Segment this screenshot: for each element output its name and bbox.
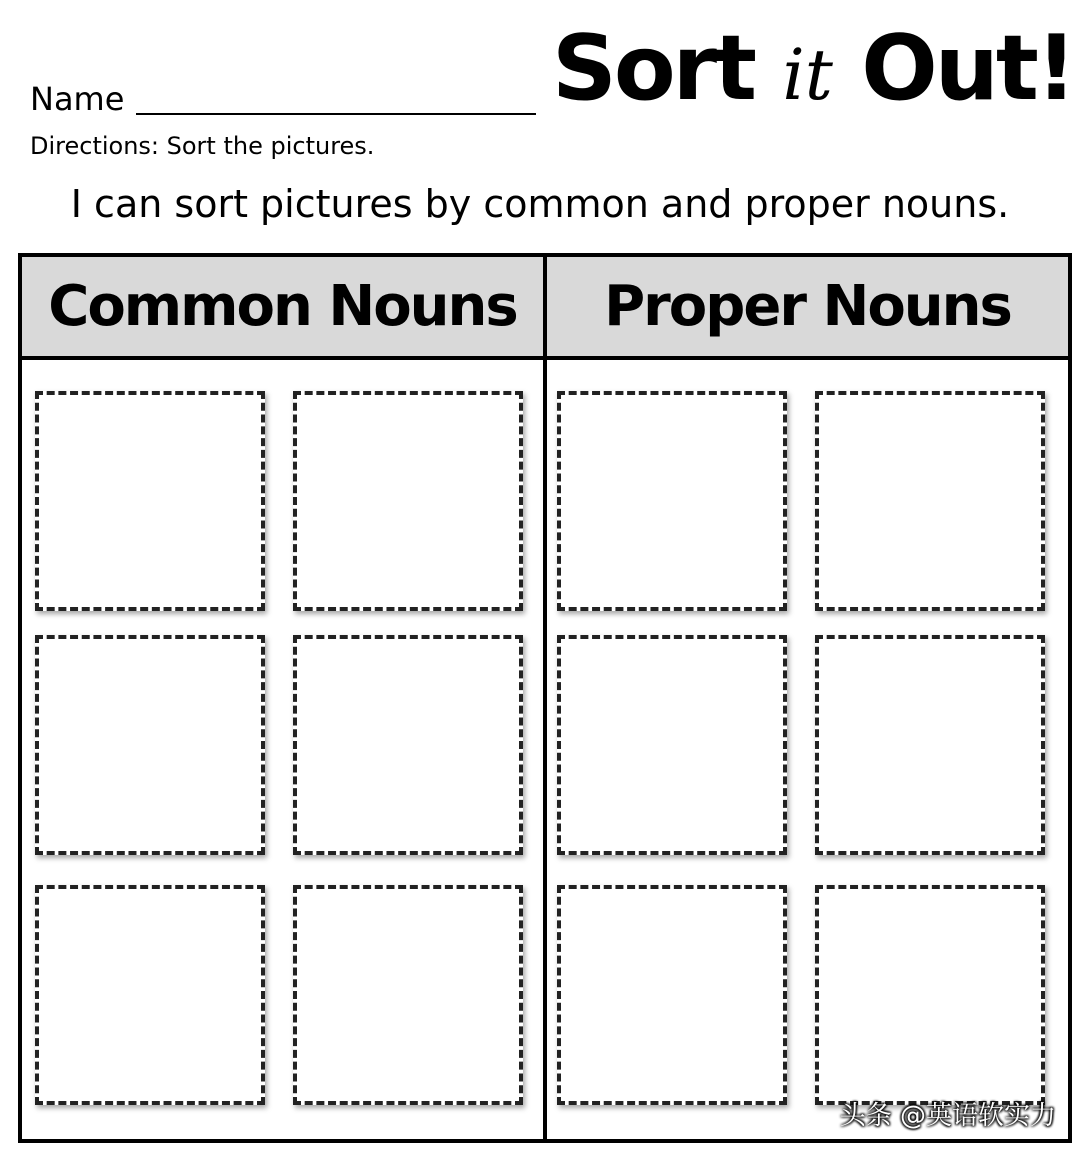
name-line[interactable] (136, 113, 536, 115)
proper-noun-drop-box[interactable] (815, 391, 1045, 611)
title-part-sort: Sort (552, 16, 783, 121)
directions-text: Directions: Sort the pictures. (30, 132, 375, 160)
sorting-table (18, 253, 1072, 1143)
common-noun-drop-box[interactable] (35, 635, 265, 855)
common-noun-drop-box[interactable] (35, 391, 265, 611)
column-divider (543, 257, 547, 1139)
watermark-text: 头条 @英语软实力 (839, 1101, 1056, 1131)
common-nouns-header: Common Nouns (22, 257, 543, 360)
title-part-out: Out! (832, 16, 1074, 121)
objective-statement: I can sort pictures by common and proper nouns. (70, 182, 1010, 226)
proper-noun-drop-box[interactable] (557, 885, 787, 1105)
common-noun-drop-box[interactable] (293, 391, 523, 611)
common-noun-drop-box[interactable] (293, 635, 523, 855)
proper-noun-drop-box[interactable] (815, 885, 1045, 1105)
proper-noun-drop-box[interactable] (815, 635, 1045, 855)
common-noun-drop-box[interactable] (293, 885, 523, 1105)
name-label: Name (30, 80, 125, 118)
proper-noun-drop-box[interactable] (557, 635, 787, 855)
proper-nouns-header: Proper Nouns (547, 257, 1068, 360)
common-noun-drop-box[interactable] (35, 885, 265, 1105)
title-part-it: it (782, 34, 833, 116)
worksheet-title (552, 16, 1074, 121)
proper-noun-drop-box[interactable] (557, 391, 787, 611)
